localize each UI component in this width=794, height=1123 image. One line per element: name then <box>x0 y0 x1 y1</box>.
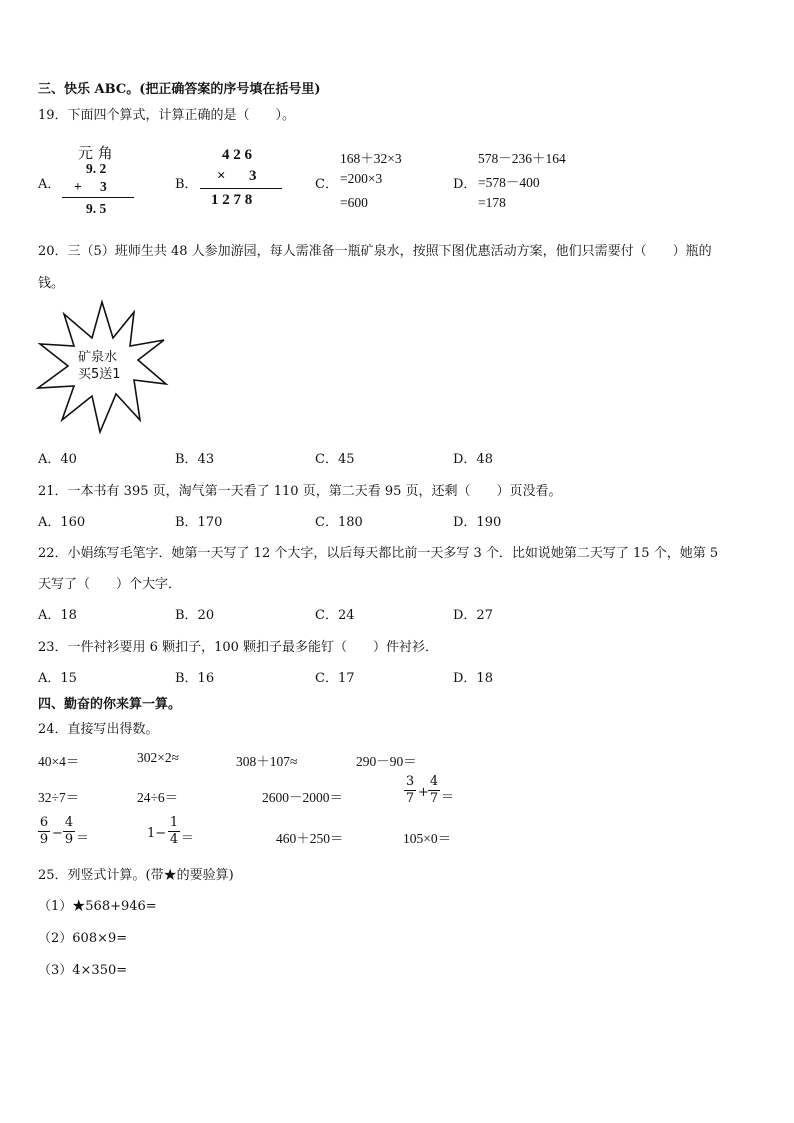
equals-sign: ＝ <box>441 790 455 805</box>
question-25-stem: 25．列竖式计算。(带★的要验算) <box>38 868 234 883</box>
q19-a-operator: + <box>74 179 82 194</box>
q20-option-c: C．45 <box>315 452 355 467</box>
q19-c-line2: =200×3 <box>340 171 383 186</box>
plus-sign: + <box>418 785 429 800</box>
q19-a-rule <box>62 197 134 198</box>
fraction-6-9: 6 9 <box>39 815 49 847</box>
q19-a-unit-header: 元 角 <box>78 144 113 162</box>
equals-sign: ＝ <box>76 831 90 846</box>
question-20-stem-line1: 20．三（5）班师生共 48 人参加游园，每人需准备一瓶矿泉水，按照下图优惠活动方案，他们只需要付（ ）瓶的 <box>38 244 712 259</box>
question-22-stem-line2: 天写了（ ）个大字． <box>38 577 182 592</box>
q23-option-a: A．15 <box>38 671 77 686</box>
q19-a-line1: 9. 2 <box>86 161 107 176</box>
q21-option-b: B．170 <box>175 515 223 530</box>
q19-b-line1: 4 2 6 <box>222 147 252 163</box>
calc-290minus90: 290－90＝ <box>356 754 417 769</box>
badge-line2: 买5送1 <box>78 367 121 382</box>
q22-option-a: A．18 <box>38 608 77 623</box>
fraction-4-7: 4 7 <box>429 774 439 806</box>
one-minus: 1− <box>147 826 167 841</box>
q19-option-a-label: A． <box>38 177 61 192</box>
q19-a-line2: 3 <box>100 179 107 194</box>
q20-option-d: D．48 <box>453 452 493 467</box>
question-19-stem: 19．下面四个算式，计算正确的是（ ）。 <box>38 108 296 123</box>
badge-line1: 矿泉水 <box>78 350 118 365</box>
calc-460plus250: 460＋250＝ <box>276 831 344 846</box>
calc-302x2: 302×2≈ <box>137 750 180 765</box>
question-22-stem-line1: 22．小娟练写毛笔字．她第一天写了 12 个大字，以后每天都比前一天多写 3 个．比如说她第二天写了 15 个，她第 5 <box>38 546 719 561</box>
q22-option-b: B．20 <box>175 608 215 623</box>
q21-option-c: C．180 <box>315 515 363 530</box>
question-21-stem: 21．一本书有 395 页，淘气第一天看了 110 页，第二天看 95 页，还剩（ ）页没看。 <box>38 484 562 499</box>
q19-option-d-label: D． <box>453 177 477 192</box>
section-3-title: 三、快乐 ABC。(把正确答案的序号填在括号里) <box>38 82 321 97</box>
q23-option-c: C．17 <box>315 671 355 686</box>
promo-starburst-badge <box>34 298 170 434</box>
q19-b-rule <box>200 188 282 189</box>
calc-40x4: 40×4＝ <box>38 754 80 769</box>
fraction-4-9: 4 9 <box>64 815 74 847</box>
q20-option-a: A．40 <box>38 452 77 467</box>
q19-d-line3: =178 <box>478 195 506 210</box>
q19-d-line2: =578－400 <box>478 175 540 190</box>
q25-item-1: （1）★568+946= <box>38 899 157 914</box>
q19-c-line1: 168＋32×3 <box>340 151 402 166</box>
fraction-1-4: 1 4 <box>169 815 179 847</box>
question-20-stem-line2: 钱。 <box>38 276 65 291</box>
calc-32div7: 32÷7＝ <box>38 790 80 805</box>
q19-b-line2: 3 <box>249 168 257 184</box>
q23-option-b: B．16 <box>175 671 215 686</box>
q19-a-result: 9. 5 <box>86 201 107 216</box>
q20-option-b: B．43 <box>175 452 215 467</box>
fraction-3-7: 3 7 <box>405 774 415 806</box>
q19-b-operator: × <box>217 168 226 184</box>
minus-sign: − <box>52 826 63 841</box>
q21-option-a: A．160 <box>38 515 86 530</box>
q19-b-result: 1 2 7 8 <box>211 192 253 208</box>
calc-2600minus2000: 2600－2000＝ <box>262 790 343 805</box>
q22-option-c: C．24 <box>315 608 355 623</box>
calc-24div6: 24÷6＝ <box>137 790 179 805</box>
q22-option-d: D．27 <box>453 608 493 623</box>
q25-item-3: （3）4×350= <box>38 963 128 978</box>
equals-sign: ＝ <box>181 831 195 846</box>
q19-option-b-label: B． <box>175 177 198 192</box>
q23-option-d: D．18 <box>453 671 493 686</box>
calc-308plus107: 308＋107≈ <box>236 754 298 769</box>
q25-item-2: （2）608×9= <box>38 931 128 946</box>
calc-105x0: 105×0＝ <box>403 831 452 846</box>
q19-c-line3: =600 <box>340 195 368 210</box>
question-23-stem: 23．一件衬衫要用 6 颗扣子，100 颗扣子最多能钉（ ）件衬衫． <box>38 640 439 655</box>
question-24-stem: 24．直接写出得数。 <box>38 722 159 737</box>
q21-option-d: D．190 <box>453 515 502 530</box>
section-4-title: 四、勤奋的你来算一算。 <box>38 697 182 712</box>
q19-d-line1: 578－236＋164 <box>478 151 566 166</box>
q19-option-c-label: C． <box>315 177 338 192</box>
